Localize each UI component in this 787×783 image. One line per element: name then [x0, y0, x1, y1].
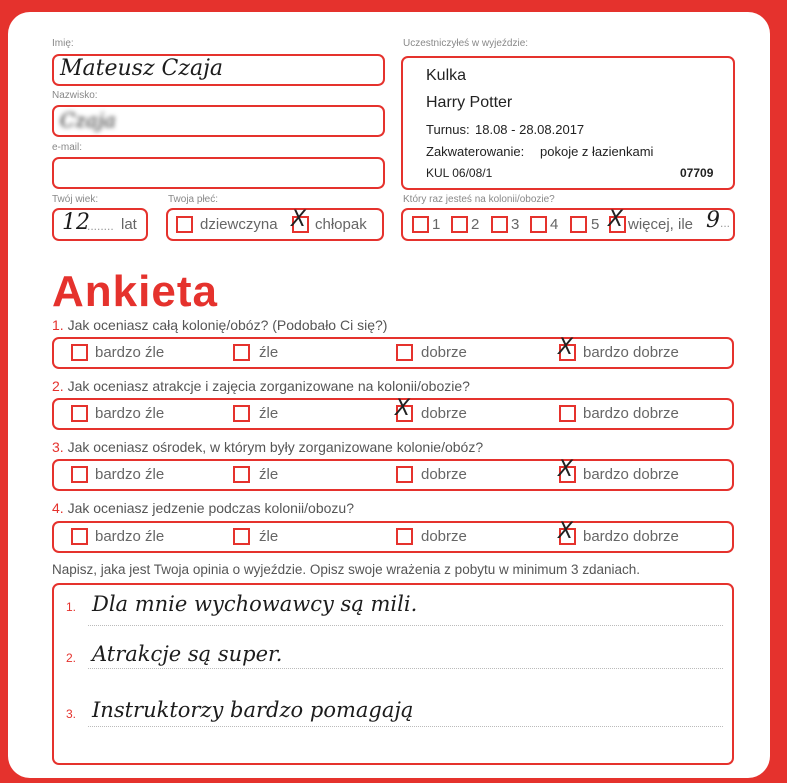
q1-option-1-label: bardzo źle: [95, 344, 165, 361]
q4-option-3-label: dobrze: [421, 528, 467, 545]
q3-option-2-label: źle: [259, 466, 279, 483]
times-1-checkbox[interactable]: [412, 216, 429, 233]
q1-option-2-label: źle: [259, 344, 279, 361]
age-dots: ........: [87, 219, 114, 233]
email-field[interactable]: [52, 157, 385, 189]
surname-label: Nazwisko:: [52, 90, 98, 101]
q2-option-2-label: źle: [259, 405, 279, 422]
times-2-checkbox[interactable]: [451, 216, 468, 233]
gender-girl-checkbox[interactable]: [176, 216, 193, 233]
q4-option-3-checkbox[interactable]: [396, 528, 413, 545]
q4-option-4-checkbox[interactable]: [558, 519, 576, 545]
turnus-label: Turnus:: [426, 122, 470, 137]
age-value: 12: [62, 210, 90, 235]
page-edge: [770, 12, 787, 783]
opinion-text-2: Atrakcje są super.: [92, 642, 283, 666]
question-number: 3.: [52, 439, 64, 455]
opinion-line-1: [88, 625, 723, 626]
q1-option-4-label: bardzo dobrze: [583, 344, 679, 361]
q3-option-1-checkbox[interactable]: [71, 466, 88, 483]
q1-option-3-label: dobrze: [421, 344, 467, 361]
check-mark-icon: X: [395, 396, 411, 421]
times-3-checkbox[interactable]: [491, 216, 508, 233]
surname-value: Czaja: [60, 108, 116, 132]
question-2: [52, 378, 470, 394]
q2-option-4-checkbox[interactable]: [559, 405, 576, 422]
opinion-num-2: 2.: [66, 651, 77, 665]
times-5-label: 5: [591, 216, 600, 233]
check-mark-icon: X: [291, 207, 307, 232]
times-3-label: 3: [511, 216, 520, 233]
survey-card: [8, 12, 770, 778]
form-number: 07709: [680, 166, 714, 180]
camp-name: Harry Potter: [426, 94, 513, 111]
name-label: Imię:: [52, 38, 74, 49]
opinion-num-3: 3.: [66, 707, 77, 721]
q1-option-1-checkbox[interactable]: [71, 344, 88, 361]
times-2-label: 2: [471, 216, 480, 233]
q4-option-1-label: bardzo źle: [95, 528, 165, 545]
gender-boy-checkbox[interactable]: [291, 207, 309, 233]
q4-option-2-checkbox[interactable]: [233, 528, 250, 545]
check-mark-icon: X: [558, 335, 574, 360]
q3-option-3-label: dobrze: [421, 466, 467, 483]
age-label: Twój wiek:: [52, 194, 99, 205]
q2-option-3-label: dobrze: [421, 405, 467, 422]
times-more-dots: ...: [720, 216, 731, 230]
opinion-line-3: [88, 726, 723, 727]
survey-title: Ankieta: [52, 267, 218, 316]
times-1-label: 1: [432, 216, 441, 233]
question-text: Jak oceniasz całą kolonię/obóz? (Podobało Ci się?): [67, 317, 388, 333]
opinion-text-1: Dla mnie wychowawcy są mili.: [92, 592, 418, 616]
times-4-label: 4: [550, 216, 559, 233]
gender-girl-label: dziewczyna: [200, 216, 278, 233]
opinion-line-2: [88, 668, 723, 669]
q3-option-2-checkbox[interactable]: [233, 466, 250, 483]
q4-option-1-checkbox[interactable]: [71, 528, 88, 545]
question-4: [52, 500, 354, 516]
q1-option-4-checkbox[interactable]: [558, 335, 576, 361]
q2-option-1-checkbox[interactable]: [71, 405, 88, 422]
times-4-checkbox[interactable]: [530, 216, 547, 233]
email-label: e-mail:: [52, 142, 83, 153]
turnus-value: 18.08 - 28.08.2017: [475, 122, 585, 137]
gender-label: Twoja płeć:: [168, 194, 219, 205]
camp-code: KUL 06/08/1: [426, 166, 493, 180]
question-number: 4.: [52, 500, 64, 516]
question-text: Jak oceniasz ośrodek, w którym były zorganizowane kolonie/obóz?: [67, 439, 484, 455]
times-more-checkbox[interactable]: [608, 207, 626, 233]
q1-option-2-checkbox[interactable]: [233, 344, 250, 361]
q2-option-1-label: bardzo źle: [95, 405, 165, 422]
q2-option-4-label: bardzo dobrze: [583, 405, 679, 422]
q3-option-1-label: bardzo źle: [95, 466, 165, 483]
zakwaterowanie-label: Zakwaterowanie:: [426, 144, 525, 159]
q1-option-3-checkbox[interactable]: [396, 344, 413, 361]
age-unit: lat: [121, 216, 137, 233]
question-number: 1.: [52, 317, 64, 333]
q3-option-4-checkbox[interactable]: [558, 457, 576, 483]
opinion-text-3: Instruktorzy bardzo pomagają: [92, 698, 414, 722]
zakwaterowanie-value: pokoje z łazienkami: [540, 144, 654, 159]
question-number: 2.: [52, 378, 64, 394]
q2-option-2-checkbox[interactable]: [233, 405, 250, 422]
gender-boy-label: chłopak: [315, 216, 367, 233]
times-more-label: więcej, ile: [628, 216, 694, 233]
question-1: [52, 317, 387, 333]
times-more-value: 9: [706, 208, 720, 233]
q2-option-3-checkbox[interactable]: [395, 396, 413, 422]
q3-option-3-checkbox[interactable]: [396, 466, 413, 483]
check-mark-icon: X: [558, 519, 574, 544]
check-mark-icon: X: [558, 457, 574, 482]
participant-name: Kulka: [426, 67, 467, 84]
name-value: Mateusz Czaja: [60, 56, 224, 81]
opinion-num-1: 1.: [66, 600, 77, 614]
question-text: Jak oceniasz atrakcje i zajęcia zorganizowane na kolonii/obozie?: [67, 378, 470, 394]
check-mark-icon: X: [608, 207, 624, 232]
times-label: Który raz jesteś na kolonii/obozie?: [403, 194, 555, 205]
question-3: [52, 439, 483, 455]
participant-label: Uczestniczyłeś w wyjeździe:: [403, 38, 529, 49]
q3-option-4-label: bardzo dobrze: [583, 466, 679, 483]
opinion-prompt: Napisz, jaka jest Twoja opinia o wyjeździe. Opisz swoje wrażenia z pobytu w minimum 3 zdaniach.: [52, 562, 641, 577]
q4-option-4-label: bardzo dobrze: [583, 528, 679, 545]
question-text: Jak oceniasz jedzenie podczas kolonii/obozu?: [67, 500, 354, 516]
q4-option-2-label: źle: [259, 528, 279, 545]
times-5-checkbox[interactable]: [570, 216, 587, 233]
